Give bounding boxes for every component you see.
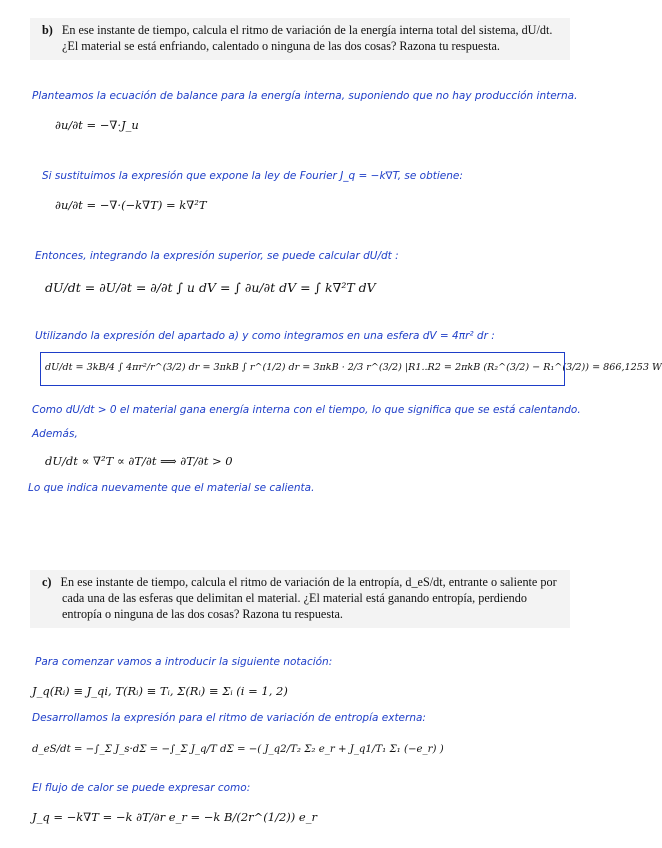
question-c-box	[30, 570, 570, 628]
answer-b-eq3: dU/dt = ∂U/∂t = ∂/∂t ∫ u dV = ∫ ∂u/∂t dV = ∫ k∇²T dV	[45, 280, 376, 295]
answer-b-line2: Si sustituimos la expresión que expone la ley de Fourier J_q = −k∇T, se obtiene:	[42, 170, 463, 182]
answer-b-eq2: ∂u/∂t = −∇·(−k∇T) = k∇²T	[55, 198, 207, 212]
answer-b-line4: Utilizando la expresión del apartado a) y como integramos en una esfera dV = 4πr² dr :	[35, 330, 495, 342]
question-b-box	[30, 18, 570, 60]
answer-b-eq4: dU/dt = 3kB/4 ∫ 4πr²/r^(3/2) dr = 3πkB ∫ r^(1/2) dr = 3πkB · 2/3 r^(3/2) |R1..R2 = 2πkB (R₂^(3/2) − R₁^(3/2)) = 866,1253 W	[45, 362, 662, 373]
answer-c-line3: El flujo de calor se puede expresar como:	[32, 782, 251, 794]
answer-c-line1: Para comenzar vamos a introducir la siguiente notación:	[35, 656, 333, 668]
answer-b-line3: Entonces, integrando la expresión superior, se puede calcular dU/dt :	[35, 250, 399, 262]
answer-b-line1: Planteamos la ecuación de balance para la energía interna, suponiendo que no hay producción interna.	[32, 90, 578, 102]
answer-c-eq1: J_q(Rᵢ) ≡ J_qi, T(Rᵢ) ≡ Tᵢ, Σ(Rᵢ) ≡ Σᵢ (i = 1, 2)	[32, 684, 288, 698]
answer-c-eq3: J_q = −k∇T = −k ∂T/∂r e_r = −k B/(2r^(1/2)) e_r	[32, 810, 317, 824]
answer-c-line2: Desarrollamos la expresión para el ritmo de variación de entropía externa:	[32, 712, 426, 724]
question-b-text: En ese instante de tiempo, calcula el ritmo de variación de la energía interna total del sistema, dU/dt. ¿El material se está enfriando, calentado o ninguna de las dos cosas? Razona tu respuesta.	[61, 23, 553, 53]
answer-b-line6: Además,	[32, 428, 78, 440]
question-c-text: En ese instante de tiempo, calcula el ritmo de variación de la entropía, d_eS/dt, entrante o saliente por cada una de las esferas que delimitan el material. ¿El material está ganando entropía, perdiendo entropía o ninguna de las dos cosas? Razona tu respuesta.	[60, 575, 557, 621]
answer-c-eq2: d_eS/dt = −∫_Σ J_s·dΣ = −∫_Σ J_q/T dΣ = −( J_q2/T₂ Σ₂ e_r + J_q1/T₁ Σ₁ (−e_r) )	[32, 744, 444, 755]
answer-b-eq1: ∂u/∂t = −∇·J_u	[55, 118, 139, 132]
answer-b-line7: Lo que indica nuevamente que el material se calienta.	[28, 482, 315, 494]
answer-b-line5: Como dU/dt > 0 el material gana energía interna con el tiempo, lo que significa que se está calentando.	[32, 404, 581, 416]
question-c-label: c)	[42, 575, 52, 589]
question-b-label: b)	[42, 23, 53, 37]
answer-b-eq5: dU/dt ∝ ∇²T ∝ ∂T/∂t ⟹ ∂T/∂t > 0	[45, 454, 233, 468]
